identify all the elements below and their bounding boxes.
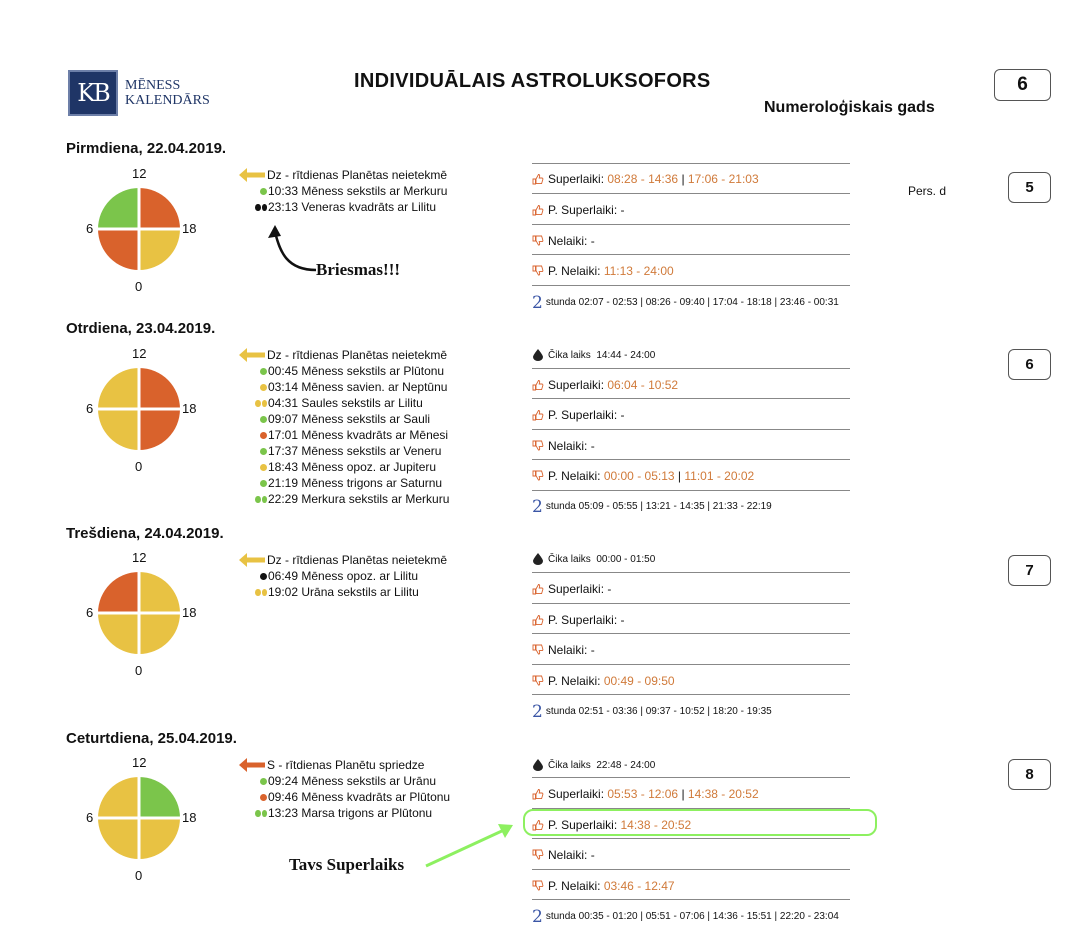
superlaiki-label: Superlaiki: xyxy=(548,787,605,801)
aspect-dots xyxy=(255,464,267,471)
clock-label-right: 18 xyxy=(182,221,197,236)
p-nelaiki-value: 11:01 - 20:02 xyxy=(684,469,755,483)
clock-quadrant xyxy=(98,368,139,409)
clock-quadrant xyxy=(98,777,139,818)
thumb-down-icon xyxy=(532,880,544,892)
superlaiki-row xyxy=(532,172,759,186)
aspect-dot-icon xyxy=(260,448,267,455)
thumb-up-icon xyxy=(532,614,544,626)
clock-quadrant xyxy=(139,409,180,450)
aspect-dot-icon xyxy=(255,810,261,817)
pers-label: Pers. d xyxy=(908,184,947,198)
day-header: Ceturtdiena, 25.04.2019. xyxy=(66,730,237,747)
clock-label-left: 6 xyxy=(86,810,94,825)
aspect-dots xyxy=(255,496,267,503)
clock-quadrant xyxy=(98,572,139,613)
p-nelaiki-row xyxy=(532,879,675,893)
aspect-dots xyxy=(255,400,267,407)
divider xyxy=(532,869,850,870)
aspect-text: 04:31 Saules sekstils ar Lilitu xyxy=(268,396,423,410)
aspect-row xyxy=(255,568,447,584)
aspect-dot-icon xyxy=(260,480,267,487)
day-clock xyxy=(79,553,199,673)
divider xyxy=(532,603,850,604)
aspect-text: 09:46 Mēness kvadrāts ar Plūtonu xyxy=(268,790,451,804)
clock-quadrant xyxy=(98,818,139,859)
aspect-text: 03:14 Mēness savien. ar Neptūnu xyxy=(268,380,448,394)
p-superlaiki-label: P. Superlaiki: xyxy=(548,613,618,627)
day-clock xyxy=(79,349,199,469)
aspect-row xyxy=(255,411,449,427)
p-nelaiki-label: P. Nelaiki: xyxy=(548,879,601,893)
p-nelaiki-value: 00:00 - 05:13 xyxy=(603,469,675,483)
drop-icon xyxy=(532,553,544,565)
clock-quadrant xyxy=(98,188,139,229)
day-header: Trešdiena, 24.04.2019. xyxy=(66,525,224,542)
aspect-dots xyxy=(255,810,267,817)
nelaiki-label: Nelaiki: xyxy=(548,439,588,453)
day-number-box: 6 xyxy=(1008,349,1051,380)
superlaiks-highlight xyxy=(523,809,877,836)
thumb-up-icon xyxy=(532,788,544,800)
separator: | xyxy=(678,787,688,801)
p-nelaiki-value: 11:13 - 24:00 xyxy=(603,264,674,278)
thumb-up-icon xyxy=(532,379,544,391)
divider xyxy=(532,193,850,194)
clock-quadrant xyxy=(98,409,139,450)
nelaiki-row xyxy=(532,234,595,248)
aspect-row xyxy=(255,459,449,475)
aspect-text: 10:33 Mēness sekstils ar Merkuru xyxy=(268,184,448,198)
superlaiks-arrow xyxy=(420,820,520,872)
divider xyxy=(532,694,850,695)
superlaiki-value: 17:06 - 21:03 xyxy=(687,172,759,186)
superlaiki-row xyxy=(532,582,611,596)
stunda-text: stunda 05:09 - 05:55 | 13:21 - 14:35 | 21:33 - 22:19 xyxy=(545,501,772,512)
day-header: Pirmdiena, 22.04.2019. xyxy=(66,140,227,157)
aspect-dot-icon xyxy=(260,794,267,801)
aspect-dots xyxy=(255,384,267,391)
p-nelaiki-row xyxy=(532,469,754,483)
aspect-dot-icon xyxy=(260,416,267,423)
aspect-text: 19:02 Urāna sekstils ar Lilitu xyxy=(268,585,419,599)
aspect-text: 09:24 Mēness sekstils ar Urānu xyxy=(268,774,437,788)
aspect-dot-icon xyxy=(262,204,268,211)
p-superlaiki-label: P. Superlaiki: xyxy=(548,203,618,217)
cika-label: Čika laiks xyxy=(548,349,591,361)
clock-label-bottom: 0 xyxy=(135,459,143,474)
aspect-dots xyxy=(255,448,267,455)
clock-quadrant xyxy=(139,229,180,270)
aspect-text: 13:23 Marsa trigons ar Plūtonu xyxy=(268,806,433,820)
arrow-left-icon xyxy=(239,348,265,362)
divider xyxy=(532,664,850,665)
divider xyxy=(532,398,850,399)
aspect-list xyxy=(255,167,447,215)
cika-value: 14:44 - 24:00 xyxy=(596,349,656,361)
p-nelaiki-label: P. Nelaiki: xyxy=(548,469,601,483)
aspect-dot-icon xyxy=(260,464,267,471)
nelaiki-label: Nelaiki: xyxy=(548,848,588,862)
cika-laiks xyxy=(532,349,655,361)
divider xyxy=(532,572,850,573)
clock-quadrant xyxy=(98,613,139,654)
cika-label: Čika laiks xyxy=(548,759,591,771)
aspect-row xyxy=(255,584,447,600)
thumb-up-icon xyxy=(532,409,544,421)
nelaiki-row xyxy=(532,643,595,657)
aspect-text: 18:43 Mēness opoz. ar Jupiteru xyxy=(268,460,437,474)
divider xyxy=(532,368,850,369)
aspect-dot-icon xyxy=(260,384,267,391)
year-number-box: 6 xyxy=(994,69,1051,101)
divider xyxy=(532,429,850,430)
planet-influence xyxy=(239,167,447,183)
cika-label: Čika laiks xyxy=(548,553,591,565)
hour-icon: 2 xyxy=(532,292,543,313)
separator: | xyxy=(678,172,688,186)
superlaiki-value: 14:38 - 20:52 xyxy=(687,787,759,801)
logo-emblem: KB xyxy=(68,70,118,116)
clock-quadrant xyxy=(139,572,180,613)
nelaiki-row xyxy=(532,439,595,453)
superlaiki-value: 06:04 - 10:52 xyxy=(607,378,679,392)
thumb-down-icon xyxy=(532,470,544,482)
nelaiki-label: Nelaiki: xyxy=(548,234,588,248)
aspect-dots xyxy=(255,416,267,423)
nelaiki-value: - xyxy=(590,848,595,862)
planet-influence xyxy=(239,552,447,568)
influence-text: Dz - rītdienas Planētas neietekmē xyxy=(267,168,448,182)
aspect-row xyxy=(255,379,449,395)
aspect-dot-icon xyxy=(255,589,261,596)
drop-icon xyxy=(532,349,544,361)
aspect-row xyxy=(255,363,449,379)
aspect-row xyxy=(255,805,450,821)
nelaiki-row xyxy=(532,848,595,862)
thumb-up-icon xyxy=(532,204,544,216)
superlaiki-label: Superlaiki: xyxy=(548,582,605,596)
day-clock xyxy=(79,758,199,878)
aspect-dot-icon xyxy=(260,368,267,375)
p-superlaiki-value: - xyxy=(620,203,625,217)
hour-icon: 2 xyxy=(532,496,543,517)
separator: | xyxy=(674,469,685,483)
divider xyxy=(532,224,850,225)
clock-label-top: 12 xyxy=(132,550,147,565)
divider xyxy=(532,254,850,255)
p-superlaiki-value: 14:38 - 20:52 xyxy=(620,818,692,832)
aspect-text: 06:49 Mēness opoz. ar Lilitu xyxy=(268,569,419,583)
drop-icon xyxy=(532,759,544,771)
aspect-text: 23:13 Veneras kvadrāts ar Lilitu xyxy=(268,200,437,214)
thumb-down-icon xyxy=(532,644,544,656)
aspect-dot-icon xyxy=(260,573,267,580)
thumb-down-icon xyxy=(532,440,544,452)
aspect-text: 09:07 Mēness sekstils ar Sauli xyxy=(268,412,431,426)
clock-label-bottom: 0 xyxy=(135,279,143,294)
thumb-down-icon xyxy=(532,235,544,247)
stunda-text: stunda 02:07 - 02:53 | 08:26 - 09:40 | 17:04 - 18:18 | 23:46 - 00:31 xyxy=(545,297,839,308)
clock-label-top: 12 xyxy=(132,166,147,181)
clock-quadrant xyxy=(139,777,180,818)
superlaiki-label: Superlaiki: xyxy=(548,378,605,392)
divider xyxy=(532,285,850,286)
superlaiki-value: - xyxy=(607,582,612,596)
danger-arrow xyxy=(262,222,322,280)
divider xyxy=(532,490,850,491)
danger-annotation: Briesmas!!! xyxy=(316,260,401,279)
clock-label-right: 18 xyxy=(182,605,197,620)
aspect-list xyxy=(255,552,447,600)
aspect-dots xyxy=(255,794,267,801)
p-superlaiki-label: P. Superlaiki: xyxy=(548,408,618,422)
clock-label-bottom: 0 xyxy=(135,868,143,883)
aspect-dot-icon xyxy=(262,496,268,503)
aspect-list xyxy=(255,757,450,821)
superlaiki-row xyxy=(532,787,759,801)
aspect-list xyxy=(255,347,449,507)
logo-line-2: KALENDĀRS xyxy=(125,93,210,108)
divider xyxy=(532,163,850,164)
hour-icon: 2 xyxy=(532,701,543,722)
divider xyxy=(532,633,850,634)
aspect-dots xyxy=(255,589,267,596)
superlaiki-value: 05:53 - 12:06 xyxy=(607,787,679,801)
p-superlaiki-row xyxy=(532,203,625,217)
aspect-row xyxy=(255,443,449,459)
day-number-box: 5 xyxy=(1008,172,1051,203)
p-superlaiki-row xyxy=(532,613,625,627)
nelaiki-label: Nelaiki: xyxy=(548,643,588,657)
aspect-dot-icon xyxy=(255,496,261,503)
nelaiki-value: - xyxy=(590,234,595,248)
aspect-dots xyxy=(255,188,267,195)
aspect-row xyxy=(255,475,449,491)
day-number-box: 8 xyxy=(1008,759,1051,790)
aspect-dots xyxy=(255,432,267,439)
aspect-dots xyxy=(255,573,267,580)
cika-laiks xyxy=(532,759,655,771)
aspect-text: 22:29 Merkura sekstils ar Merkuru xyxy=(268,492,450,506)
stunda-hours xyxy=(532,292,839,313)
planet-influence xyxy=(239,347,449,363)
aspect-row xyxy=(255,427,449,443)
thumb-up-icon xyxy=(532,173,544,185)
aspect-dot-icon xyxy=(262,589,268,596)
clock-quadrant xyxy=(98,229,139,270)
thumb-up-icon xyxy=(532,583,544,595)
planet-influence xyxy=(239,757,450,773)
aspect-text: 17:01 Mēness kvadrāts ar Mēnesi xyxy=(268,428,449,442)
page-title: INDIVIDUĀLAIS ASTROLUKSOFORS xyxy=(354,70,711,92)
p-superlaiki-value: - xyxy=(620,408,625,422)
aspect-row xyxy=(255,199,447,215)
clock-label-left: 6 xyxy=(86,221,94,236)
p-nelaiki-row xyxy=(532,264,674,278)
superlaiki-label: Superlaiki: xyxy=(548,172,605,186)
p-nelaiki-row xyxy=(532,674,675,688)
p-nelaiki-label: P. Nelaiki: xyxy=(548,264,601,278)
p-superlaiki-row xyxy=(532,408,625,422)
thumb-down-icon xyxy=(532,675,544,687)
clock-label-right: 18 xyxy=(182,401,197,416)
aspect-text: 21:19 Mēness trigons ar Saturnu xyxy=(268,476,443,490)
aspect-dot-icon xyxy=(255,400,261,407)
aspect-dot-icon xyxy=(262,400,268,407)
aspect-dots xyxy=(255,778,267,785)
influence-text: Dz - rītdienas Planētas neietekmē xyxy=(267,348,448,362)
aspect-dot-icon xyxy=(260,432,267,439)
divider xyxy=(532,838,850,839)
arrow-left-icon xyxy=(239,758,265,772)
p-nelaiki-value: 03:46 - 12:47 xyxy=(603,879,675,893)
stunda-text: stunda 02:51 - 03:36 | 09:37 - 10:52 | 18:20 - 19:35 xyxy=(545,706,772,717)
aspect-row xyxy=(255,395,449,411)
aspect-dot-icon xyxy=(262,810,268,817)
aspect-text: 00:45 Mēness sekstils ar Plūtonu xyxy=(268,364,445,378)
superlaiks-annotation: Tavs Superlaiks xyxy=(289,855,405,874)
clock-label-bottom: 0 xyxy=(135,663,143,678)
arrow-left-icon xyxy=(239,168,265,182)
clock-label-top: 12 xyxy=(132,346,147,361)
aspect-row xyxy=(255,773,450,789)
stunda-text: stunda 00:35 - 01:20 | 05:51 - 07:06 | 14:36 - 15:51 | 22:20 - 23:04 xyxy=(545,911,839,922)
aspect-row xyxy=(255,789,450,805)
clock-label-left: 6 xyxy=(86,401,94,416)
aspect-row xyxy=(255,183,447,199)
superlaiki-row xyxy=(532,378,678,392)
hour-icon: 2 xyxy=(532,906,543,927)
nelaiki-value: - xyxy=(590,643,595,657)
day-number-box: 7 xyxy=(1008,555,1051,586)
logo-line-1: MĒNESS xyxy=(125,78,181,93)
thumb-down-icon xyxy=(532,265,544,277)
clock-quadrant xyxy=(139,818,180,859)
clock-quadrant xyxy=(139,188,180,229)
p-superlaiki-label: P. Superlaiki: xyxy=(548,818,618,832)
aspect-dots xyxy=(255,480,267,487)
influence-text: S - rītdienas Planētu spriedze xyxy=(267,758,425,772)
thumb-down-icon xyxy=(532,849,544,861)
divider xyxy=(532,777,850,778)
day-header: Otrdiena, 23.04.2019. xyxy=(66,320,216,337)
day-clock xyxy=(79,169,199,289)
cika-value: 22:48 - 24:00 xyxy=(596,759,656,771)
stunda-hours xyxy=(532,701,772,722)
stunda-hours xyxy=(532,906,839,927)
aspect-row xyxy=(255,491,449,507)
p-nelaiki-label: P. Nelaiki: xyxy=(548,674,601,688)
aspect-dot-icon xyxy=(260,188,267,195)
arrow-left-icon xyxy=(239,553,265,567)
cika-laiks xyxy=(532,553,655,565)
superlaiki-value: 08:28 - 14:36 xyxy=(607,172,679,186)
aspect-dots xyxy=(255,368,267,375)
logo-text xyxy=(125,78,210,108)
page-subtitle: Numeroloģiskais gads xyxy=(764,99,935,116)
p-nelaiki-value: 00:49 - 09:50 xyxy=(603,674,675,688)
stunda-hours xyxy=(532,496,772,517)
aspect-text: 17:37 Mēness sekstils ar Veneru xyxy=(268,444,442,458)
aspect-dot-icon xyxy=(255,204,261,211)
cika-value: 00:00 - 01:50 xyxy=(596,553,656,565)
aspect-dots xyxy=(255,204,267,211)
divider xyxy=(532,459,850,460)
influence-text: Dz - rītdienas Planētas neietekmē xyxy=(267,553,448,567)
clock-label-left: 6 xyxy=(86,605,94,620)
clock-quadrant xyxy=(139,368,180,409)
p-superlaiki-value: - xyxy=(620,613,625,627)
divider xyxy=(532,899,850,900)
clock-label-top: 12 xyxy=(132,755,147,770)
nelaiki-value: - xyxy=(590,439,595,453)
clock-label-right: 18 xyxy=(182,810,197,825)
clock-quadrant xyxy=(139,613,180,654)
aspect-dot-icon xyxy=(260,778,267,785)
